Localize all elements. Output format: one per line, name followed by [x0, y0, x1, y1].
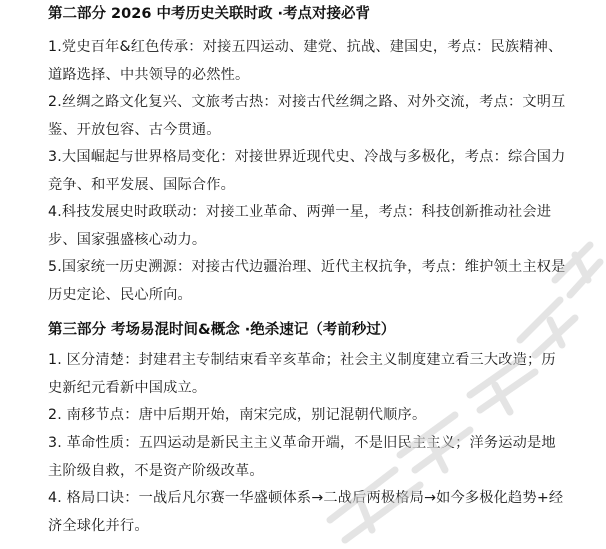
- section-2-item-1: 1.党史百年&红色传承：对接五四运动、建党、抗战、建国史，考点：民族精神、道路选择、中共领导的必然性。: [48, 39, 563, 83]
- section-2-item-3: 3.大国崛起与世界格局变化：对接世界近现代史、冷战与多极化，考点：综合国力竞争、和平发展、国际合作。: [48, 149, 566, 193]
- section-2-item-4: 4.科技发展史时政联动：对接工业革命、两弹一星，考点：科技创新推动社会进步、国家强盛核心动力。: [48, 204, 552, 248]
- section-2-item-2: 2.丝绸之路文化复兴、文旅考古热：对接古代丝绸之路、对外交流，考点：文明互鉴、开放包容、古今贯通。: [48, 94, 566, 138]
- section-2-heading: 第二部分 2026 中考历史关联时政 ·考点对接必背: [48, 6, 371, 22]
- section-3-item-4: 4. 格局口诀：一战后凡尔赛一华盛顿体系→二战后两极格局→如今多极化趋势+经济全球化并行。: [48, 490, 564, 534]
- section-2-item-5: 5.国家统一历史溯源：对接古代边疆治理、近代主权抗争，考点：维护领土主权是历史定论、民心所向。: [48, 259, 566, 303]
- section-3-item-1: 1. 区分清楚：封建君主专制结束看辛亥革命；社会主义制度建立看三大改造；历史新纪元看新中国成立。: [48, 352, 556, 396]
- section-3-item-3: 3. 革命性质：五四运动是新民主主义革命开端，不是旧民主主义；洋务运动是地主阶级自救，不是资产阶级改革。: [48, 435, 556, 479]
- section-3-heading: 第三部分 考场易混时间&概念 ·绝杀速记（考前秒过）: [48, 322, 396, 338]
- section-3-item-2: 2. 南移节点：唐中后期开始，南宋完成，别记混朝代顺序。: [48, 407, 427, 423]
